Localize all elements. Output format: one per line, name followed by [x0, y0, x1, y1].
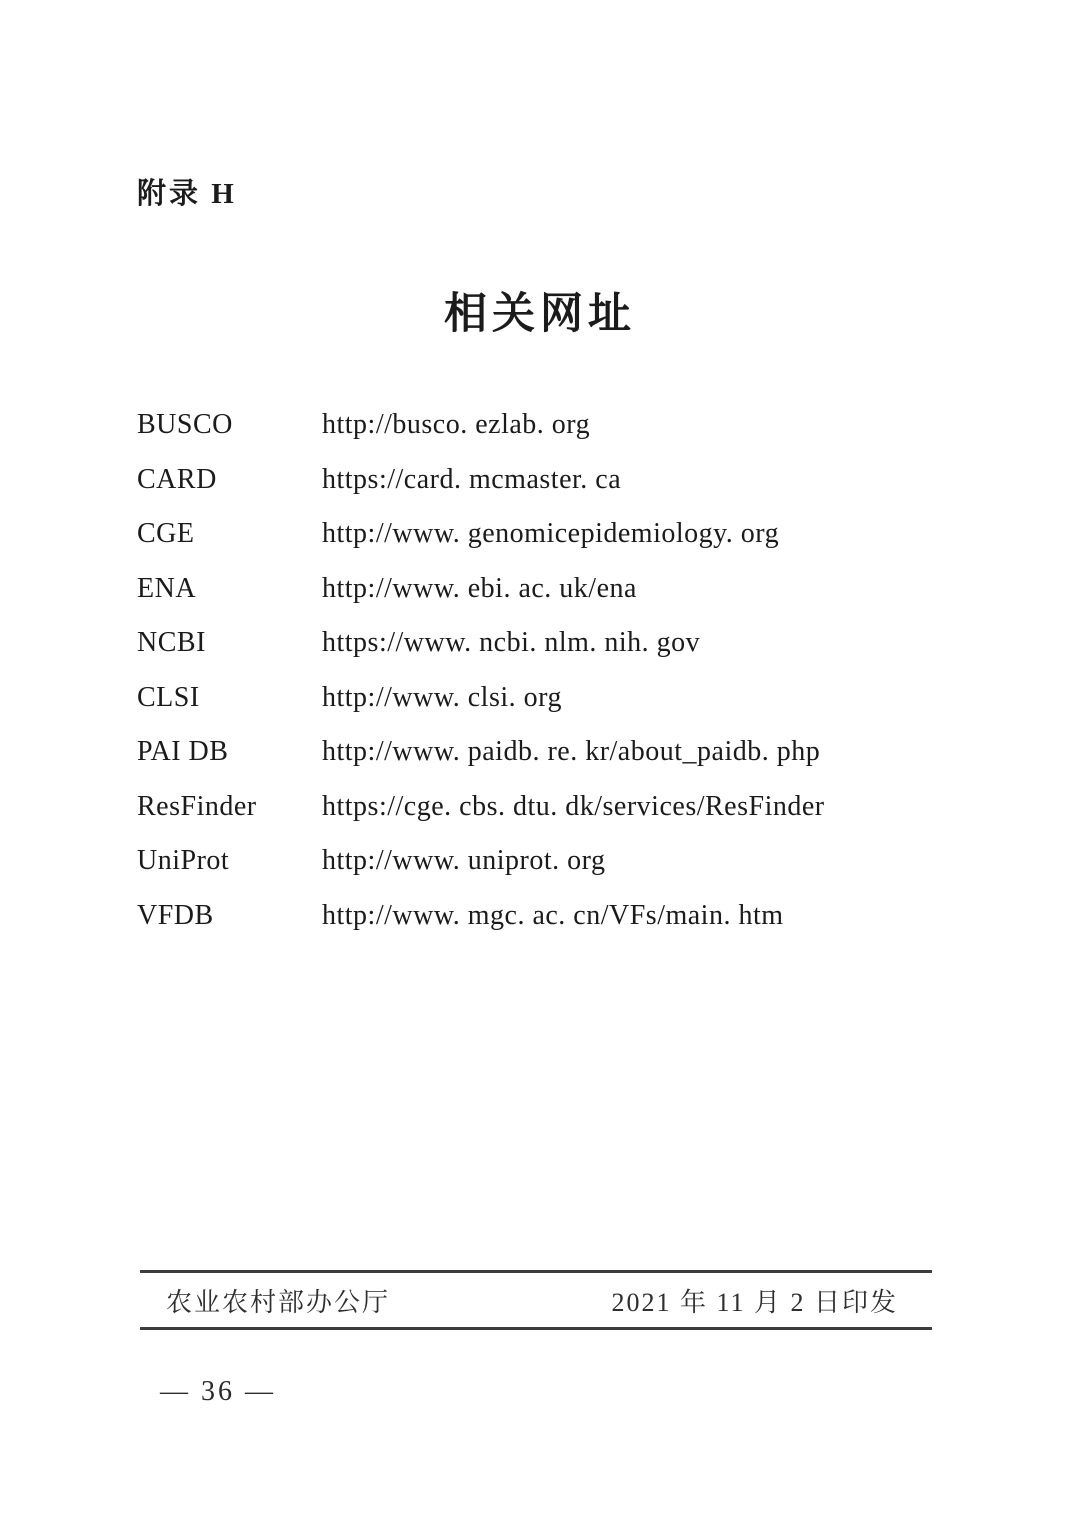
- link-url: http://www. ebi. ac. uk/ena: [322, 572, 637, 604]
- page-number: — 36 —: [160, 1376, 276, 1407]
- link-row: [137, 616, 957, 671]
- link-name: CARD: [137, 463, 217, 495]
- link-row: [137, 834, 957, 889]
- link-name: UniProt: [137, 845, 230, 877]
- appendix-label: 附录 H: [137, 178, 237, 210]
- link-url: https://cge. cbs. dtu. dk/services/ResFinder: [322, 790, 825, 822]
- link-url: https://card. mcmaster. ca: [322, 463, 622, 495]
- page-title: 相关网址: [444, 291, 636, 338]
- link-name: VFDB: [137, 899, 214, 931]
- link-row: [137, 398, 957, 453]
- link-name: ENA: [137, 572, 197, 604]
- link-url: http://www. genomicepidemiology. org: [322, 518, 780, 550]
- link-name: ResFinder: [137, 790, 257, 822]
- link-row: [137, 671, 957, 726]
- link-name: CLSI: [137, 681, 200, 713]
- footer: [140, 1270, 932, 1330]
- link-row: [137, 562, 957, 617]
- link-url: http://www. uniprot. org: [322, 845, 606, 877]
- link-row: [137, 889, 957, 944]
- link-name: PAI DB: [137, 736, 229, 768]
- link-row: [137, 780, 957, 835]
- link-url: http://www. mgc. ac. cn/VFs/main. htm: [322, 899, 784, 931]
- link-name: NCBI: [137, 627, 206, 659]
- footer-issuer: 农业农村部办公厅: [166, 1287, 391, 1317]
- url-list: [137, 398, 957, 943]
- link-name: CGE: [137, 518, 195, 550]
- link-url: http://www. clsi. org: [322, 681, 562, 713]
- link-url: http://busco. ezlab. org: [322, 409, 591, 441]
- link-name: BUSCO: [137, 409, 233, 441]
- link-row: [137, 725, 957, 780]
- footer-date: 2021 年 11 月 2 日印发: [611, 1287, 898, 1317]
- link-url: http://www. paidb. re. kr/about_paidb. php: [322, 736, 821, 768]
- link-row: [137, 453, 957, 508]
- link-row: [137, 507, 957, 562]
- link-url: https://www. ncbi. nlm. nih. gov: [322, 627, 701, 659]
